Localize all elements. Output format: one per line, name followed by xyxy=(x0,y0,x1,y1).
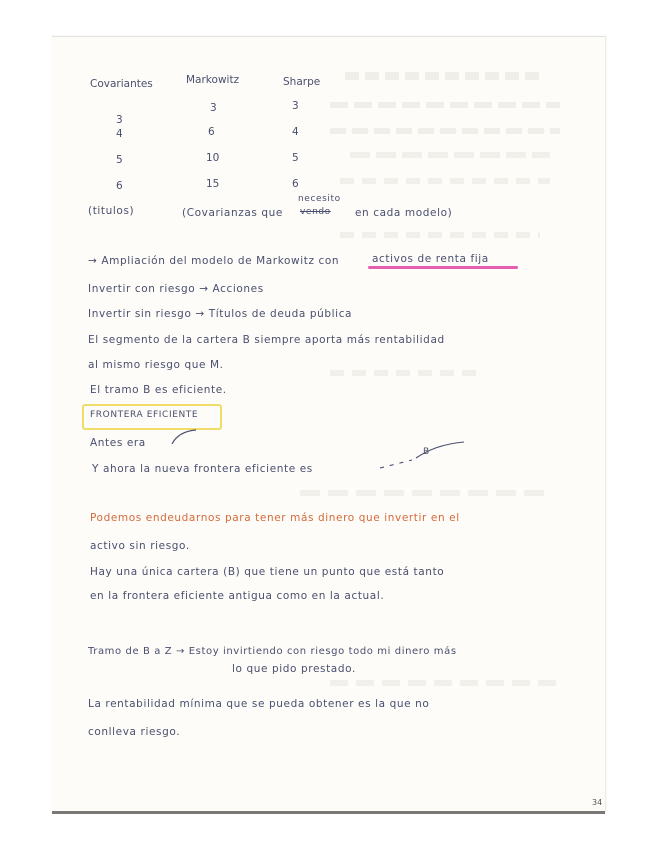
note-line-5: al mismo riesgo que M. xyxy=(88,359,224,371)
table-footer-right-a: (Covarianzas que xyxy=(182,207,283,219)
table-footer-above: necesito xyxy=(298,194,341,204)
note-line-16: La rentabilidad mínima que se pueda obtener es la que no xyxy=(88,698,430,710)
note-line-10: Podemos endeudarnos para tener más dinero que invertir en el xyxy=(90,512,460,524)
cell-r3-c3: 5 xyxy=(292,152,299,164)
note-line-2: Invertir con riesgo → Acciones xyxy=(88,283,264,295)
note-line-8: Antes era xyxy=(90,437,146,449)
note-line-12: Hay una única cartera (B) que tiene un punto que está tanto xyxy=(90,566,445,578)
page-edge-shadow xyxy=(52,811,605,814)
cell-r3-c2: 10 xyxy=(206,152,220,164)
cell-r4-c3: 6 xyxy=(292,178,299,190)
note-line-13: en la frontera eficiente antigua como en la actual. xyxy=(90,590,385,602)
table-footer-struck: vendo xyxy=(300,207,331,217)
note-line-9: Y ahora la nueva frontera eficiente es xyxy=(92,463,313,475)
note-line-11: activo sin riesgo. xyxy=(90,540,190,552)
cell-r3-c1: 5 xyxy=(116,154,123,166)
cell-r2-c2: 6 xyxy=(208,126,215,138)
table-footer-right-b: en cada modelo) xyxy=(355,207,453,219)
note-line-7: FRONTERA EFICIENTE xyxy=(90,410,199,420)
cell-r2-c1: 4 xyxy=(116,128,123,140)
table-footer-left: (titulos) xyxy=(88,205,135,217)
note-line-3: Invertir sin riesgo → Títulos de deuda pública xyxy=(88,308,353,320)
header-sharpe: Sharpe xyxy=(283,76,321,88)
header-markowitz: Markowitz xyxy=(186,74,240,86)
page-number: 34 xyxy=(592,798,603,807)
header-covariantes: Covariantes xyxy=(90,78,153,90)
note-line-1b: activos de renta fija xyxy=(372,253,489,265)
cell-r4-c1: 6 xyxy=(116,180,123,192)
cell-r1-c3: 3 xyxy=(292,100,299,112)
note-line-1a: → Ampliación del modelo de Markowitz con xyxy=(88,255,340,267)
point-b-label: B xyxy=(423,447,430,457)
note-line-14: Tramo de B a Z → Estoy invirtiendo con riesgo todo mi dinero más xyxy=(88,646,457,657)
note-line-4: El segmento de la cartera B siempre aporta más rentabilidad xyxy=(88,334,445,346)
pink-underline xyxy=(368,266,518,269)
old-frontier-curve xyxy=(170,428,200,446)
note-line-15: lo que pido prestado. xyxy=(232,663,356,675)
cell-r1-c1: 3 xyxy=(116,114,123,126)
cell-r2-c3: 4 xyxy=(292,126,299,138)
note-line-17: conlleva riesgo. xyxy=(88,726,181,738)
cell-r1-c2: 3 xyxy=(210,102,217,114)
note-line-6: El tramo B es eficiente. xyxy=(90,384,227,396)
cell-r4-c2: 15 xyxy=(206,178,220,190)
